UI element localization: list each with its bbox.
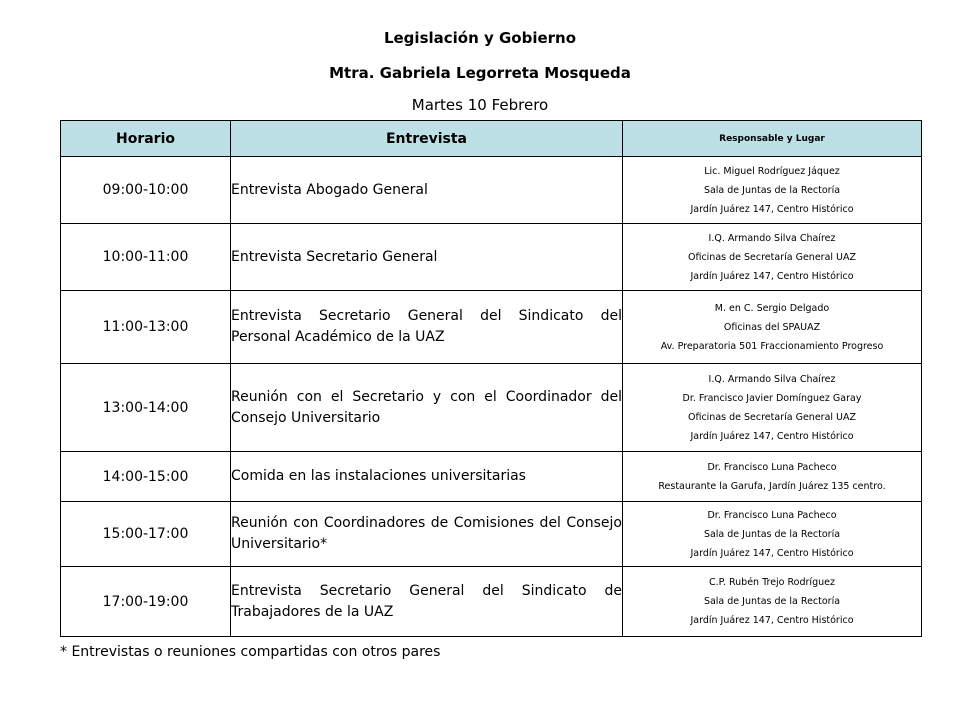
detail-line: Av. Preparatoria 501 Fraccionamiento Progreso [660,340,884,352]
detail-line: Oficinas de Secretaría General UAZ [687,411,857,423]
detail-line: Sala de Juntas de la Rectoría [703,596,841,607]
table-header-row [61,121,922,157]
footnote: * Entrevistas o reuniones compartidas con otros pares [60,644,441,660]
row-responsible-location [623,452,922,502]
schedule-body [61,157,922,637]
column-header-responsable: Responsable y Lugar [623,121,922,157]
row-activity: Reunión con Coordinadores de Comisiones del Consejo Universitario* [231,502,623,567]
detail-line: Lic. Miguel Rodríguez Jáquez [704,165,840,177]
row-time: 13:00-14:00 [61,364,231,452]
detail-line: Dr. Francisco Luna Pacheco [707,509,837,521]
detail-line: Oficinas del SPAUAZ [723,321,821,333]
detail-line: Dr. Francisco Luna Pacheco [707,461,837,473]
table-row [61,291,922,364]
row-time: 15:00-17:00 [61,502,231,567]
detail-line: Jardín Juárez 147, Centro Histórico [690,270,854,282]
row-responsible-location [623,502,922,567]
table-row [61,452,922,502]
row-time: 10:00-11:00 [61,224,231,291]
detail-line: Sala de Juntas de la Rectoría [703,184,841,196]
table-row [61,224,922,291]
row-activity: Entrevista Secretario General del Sindicato de Trabajadores de la UAZ [231,567,623,637]
column-header-horario: Horario [61,121,231,157]
row-activity: Entrevista Secretario General del Sindicato del Personal Académico de la UAZ [231,291,623,364]
detail-line: Sala de Juntas de la Rectoría [703,528,841,540]
detail-line: C.P. Rubén Trejo Rodríguez [709,577,835,588]
row-responsible-location [623,567,922,637]
detail-line: M. en C. Sergio Delgado [714,302,830,314]
detail-line: Jardín Juárez 147, Centro Histórico [690,203,854,215]
detail-line: Jardín Juárez 147, Centro Histórico [690,547,854,559]
row-time: 14:00-15:00 [61,452,231,502]
detail-line: I.Q. Armando Silva Chaírez [708,232,836,244]
row-responsible-location [623,364,922,452]
table-row [61,364,922,452]
document-title: Legislación y Gobierno [383,29,577,47]
row-time: 17:00-19:00 [61,567,231,637]
table-row [61,502,922,567]
detail-line: Oficinas de Secretaría General UAZ [687,251,857,263]
row-activity: Entrevista Secretario General [231,224,623,291]
row-time: 11:00-13:00 [61,291,231,364]
table-row [61,567,922,637]
detail-line: Jardín Juárez 147, Centro Histórico [690,430,854,442]
schedule-table [60,120,922,637]
table-row [61,157,922,224]
row-time: 09:00-10:00 [61,157,231,224]
detail-line: I.Q. Armando Silva Chaírez [708,373,836,385]
column-header-entrevista: Entrevista [231,121,623,157]
row-responsible-location [623,224,922,291]
row-activity: Comida en las instalaciones universitarias [231,452,623,502]
row-activity: Reunión con el Secretario y con el Coordinador del Consejo Universitario [231,364,623,452]
document-date: Martes 10 Febrero [411,96,549,114]
row-responsible-location [623,291,922,364]
detail-line: Dr. Francisco Javier Domínguez Garay [682,392,862,404]
detail-line: Jardín Juárez 147, Centro Histórico [690,615,854,626]
document-author: Mtra. Gabriela Legorreta Mosqueda [329,64,631,82]
row-activity: Entrevista Abogado General [231,157,623,224]
row-responsible-location [623,157,922,224]
detail-line: Restaurante la Garufa, Jardín Juárez 135 centro. [658,480,886,492]
